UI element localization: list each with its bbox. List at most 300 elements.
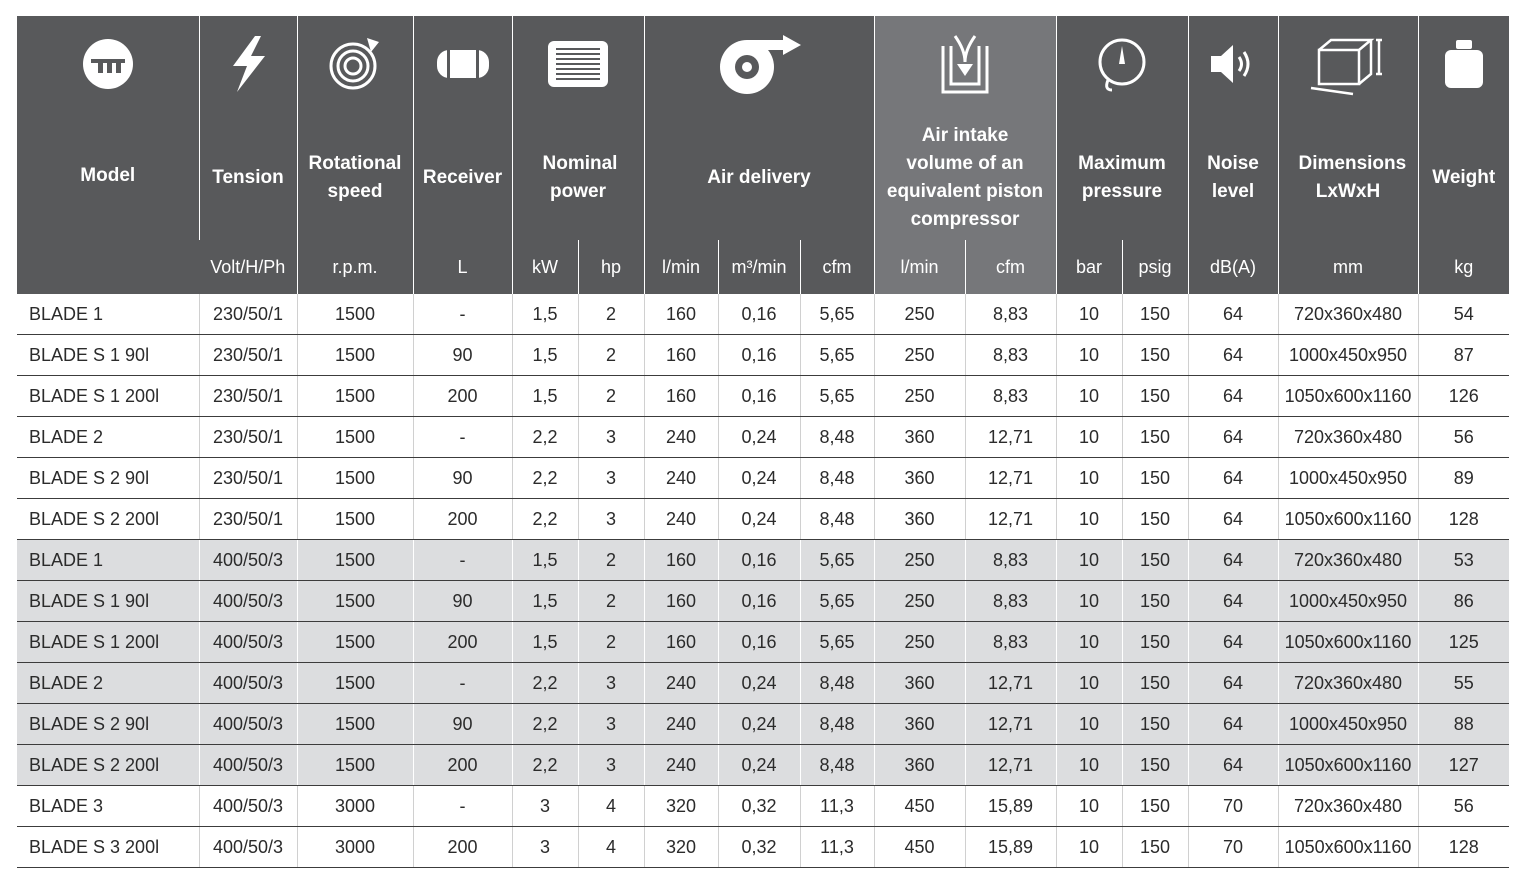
cell-speed: 1500 [297, 540, 413, 581]
cell-in-cfm: 12,71 [965, 663, 1056, 704]
cell-weight: 87 [1418, 335, 1509, 376]
receiver-header [413, 116, 512, 240]
pressure-title: Maximum pressure [1078, 153, 1166, 202]
cell-in-lmin: 360 [874, 745, 965, 786]
cell-kw: 2,2 [512, 745, 578, 786]
spec-table [17, 16, 1509, 868]
intake-cfm-unit: cfm [965, 240, 1056, 294]
cell-receiver: 200 [413, 499, 512, 540]
weight-icon [1441, 36, 1487, 92]
cell-receiver: - [413, 663, 512, 704]
receiver-title: Receiver [422, 167, 503, 188]
cell-cfm: 5,65 [800, 622, 874, 663]
cell-tension: 400/50/3 [199, 704, 297, 745]
cell-bar: 10 [1056, 622, 1122, 663]
cell-kw: 1,5 [512, 335, 578, 376]
power-hp-unit: hp [578, 240, 644, 294]
noise-header [1188, 116, 1278, 240]
cell-psig: 150 [1122, 786, 1188, 827]
cell-m3min: 0,32 [718, 827, 800, 868]
cell-m3min: 0,16 [718, 294, 800, 335]
cell-dims: 1000x450x950 [1278, 458, 1418, 499]
cell-hp: 4 [578, 827, 644, 868]
cell-hp: 2 [578, 335, 644, 376]
cell-tension: 400/50/3 [199, 540, 297, 581]
speed-unit: r.p.m. [297, 240, 413, 294]
cell-dims: 1000x450x950 [1278, 335, 1418, 376]
cell-dims: 720x360x480 [1278, 786, 1418, 827]
cell-lmin: 160 [644, 540, 718, 581]
cell-model: BLADE 2 [17, 417, 199, 458]
cell-hp: 3 [578, 417, 644, 458]
cell-speed: 1500 [297, 458, 413, 499]
tension-unit: Volt/H/Ph [199, 240, 297, 294]
cell-cfm: 5,65 [800, 540, 874, 581]
cell-in-lmin: 250 [874, 335, 965, 376]
cell-m3min: 0,16 [718, 581, 800, 622]
cell-kw: 2,2 [512, 663, 578, 704]
cell-m3min: 0,16 [718, 376, 800, 417]
cell-kw: 2,2 [512, 458, 578, 499]
table-row [17, 581, 1509, 622]
cell-receiver: 90 [413, 335, 512, 376]
cell-speed: 1500 [297, 704, 413, 745]
table-row [17, 745, 1509, 786]
cell-noise: 64 [1188, 581, 1278, 622]
cell-in-lmin: 450 [874, 827, 965, 868]
cell-receiver: 200 [413, 745, 512, 786]
cell-speed: 3000 [297, 827, 413, 868]
cell-tension: 400/50/3 [199, 663, 297, 704]
table-row [17, 499, 1509, 540]
cell-tension: 400/50/3 [199, 827, 297, 868]
cell-kw: 1,5 [512, 540, 578, 581]
cell-noise: 64 [1188, 417, 1278, 458]
delivery-m3min-unit: m³/min [718, 240, 800, 294]
cell-tension: 400/50/3 [199, 622, 297, 663]
dimensions-col-icon-cell [1278, 16, 1418, 116]
cell-model: BLADE 2 [17, 663, 199, 704]
receiver-col-icon-cell [413, 16, 512, 116]
cell-in-lmin: 250 [874, 540, 965, 581]
cell-noise: 70 [1188, 827, 1278, 868]
brand-logo-icon [81, 37, 135, 91]
rotation-spiral-icon [327, 34, 383, 94]
delivery-header [644, 116, 874, 240]
cell-psig: 150 [1122, 294, 1188, 335]
air-blower-icon [713, 31, 805, 97]
cell-psig: 150 [1122, 663, 1188, 704]
cell-in-lmin: 360 [874, 704, 965, 745]
cell-weight: 53 [1418, 540, 1509, 581]
cell-weight: 125 [1418, 622, 1509, 663]
model-col-icon-cell [17, 16, 199, 116]
speed-col-icon-cell [297, 16, 413, 116]
pressure-bar-unit: bar [1056, 240, 1122, 294]
weight-col-icon-cell [1418, 16, 1509, 116]
cell-cfm: 8,48 [800, 499, 874, 540]
cell-tension: 230/50/1 [199, 458, 297, 499]
air-intake-icon [937, 32, 993, 96]
cell-in-cfm: 12,71 [965, 417, 1056, 458]
cell-weight: 55 [1418, 663, 1509, 704]
cell-cfm: 8,48 [800, 458, 874, 499]
delivery-cfm-unit: cfm [800, 240, 874, 294]
cell-m3min: 0,24 [718, 417, 800, 458]
power-kw-unit: kW [512, 240, 578, 294]
cell-speed: 3000 [297, 786, 413, 827]
cell-lmin: 240 [644, 704, 718, 745]
cell-m3min: 0,16 [718, 622, 800, 663]
pressure-gauge-icon [1094, 34, 1150, 94]
cell-in-lmin: 360 [874, 458, 965, 499]
cell-m3min: 0,16 [718, 540, 800, 581]
cell-dims: 1000x450x950 [1278, 704, 1418, 745]
cell-in-cfm: 8,83 [965, 540, 1056, 581]
cell-kw: 2,2 [512, 417, 578, 458]
cell-bar: 10 [1056, 745, 1122, 786]
table-row [17, 622, 1509, 663]
cell-kw: 1,5 [512, 622, 578, 663]
cell-hp: 2 [578, 581, 644, 622]
spec-table-container [17, 16, 1509, 868]
cell-lmin: 240 [644, 745, 718, 786]
cell-cfm: 5,65 [800, 335, 874, 376]
intake-header [874, 116, 1056, 240]
cell-lmin: 240 [644, 499, 718, 540]
tension-header [199, 116, 297, 240]
cell-hp: 3 [578, 458, 644, 499]
dimensions-header [1278, 116, 1418, 240]
cell-in-cfm: 8,83 [965, 376, 1056, 417]
cell-in-cfm: 15,89 [965, 786, 1056, 827]
cell-psig: 150 [1122, 745, 1188, 786]
cell-m3min: 0,32 [718, 786, 800, 827]
intake-col-icon-cell [874, 16, 1056, 116]
intake-title: Air intake volume of an equivalent piston compressor [886, 125, 1044, 230]
model-title: Model [80, 165, 136, 186]
cell-weight: 128 [1418, 499, 1509, 540]
cell-model: BLADE S 2 200l [17, 499, 199, 540]
cell-bar: 10 [1056, 294, 1122, 335]
cell-hp: 3 [578, 663, 644, 704]
cell-kw: 2,2 [512, 499, 578, 540]
receiver-unit: L [413, 240, 512, 294]
cell-dims: 1050x600x1160 [1278, 622, 1418, 663]
cell-dims: 720x360x480 [1278, 663, 1418, 704]
cell-lmin: 160 [644, 581, 718, 622]
lightning-icon [225, 34, 271, 94]
cell-speed: 1500 [297, 335, 413, 376]
cell-bar: 10 [1056, 581, 1122, 622]
cell-bar: 10 [1056, 663, 1122, 704]
cell-in-cfm: 12,71 [965, 704, 1056, 745]
cell-kw: 1,5 [512, 581, 578, 622]
cell-cfm: 8,48 [800, 417, 874, 458]
cell-bar: 10 [1056, 704, 1122, 745]
cell-in-cfm: 8,83 [965, 581, 1056, 622]
cell-receiver: - [413, 786, 512, 827]
cell-lmin: 240 [644, 458, 718, 499]
cell-dims: 1050x600x1160 [1278, 827, 1418, 868]
cell-speed: 1500 [297, 499, 413, 540]
box-dimensions-icon [1303, 32, 1393, 96]
table-header [17, 16, 1509, 294]
cell-kw: 2,2 [512, 704, 578, 745]
cell-tension: 230/50/1 [199, 417, 297, 458]
cell-hp: 3 [578, 704, 644, 745]
table-body [17, 294, 1509, 868]
cell-dims: 1000x450x950 [1278, 581, 1418, 622]
table-row [17, 335, 1509, 376]
cell-dims: 1050x600x1160 [1278, 499, 1418, 540]
cell-m3min: 0,24 [718, 499, 800, 540]
cell-tension: 230/50/1 [199, 499, 297, 540]
cell-cfm: 5,65 [800, 376, 874, 417]
cell-noise: 64 [1188, 704, 1278, 745]
cell-noise: 64 [1188, 458, 1278, 499]
motor-icon [544, 35, 612, 93]
cell-receiver: 200 [413, 376, 512, 417]
cell-speed: 1500 [297, 581, 413, 622]
table-row [17, 458, 1509, 499]
cell-kw: 3 [512, 827, 578, 868]
cell-psig: 150 [1122, 827, 1188, 868]
delivery-lmin-unit: l/min [644, 240, 718, 294]
cell-noise: 64 [1188, 745, 1278, 786]
cell-bar: 10 [1056, 540, 1122, 581]
cell-dims: 720x360x480 [1278, 540, 1418, 581]
cell-in-cfm: 8,83 [965, 622, 1056, 663]
cell-weight: 89 [1418, 458, 1509, 499]
delivery-title: Air delivery [707, 167, 811, 188]
dimensions-unit: mm [1278, 240, 1418, 294]
cell-receiver: - [413, 294, 512, 335]
unit-row [17, 240, 1509, 294]
cell-in-cfm: 15,89 [965, 827, 1056, 868]
cell-in-cfm: 12,71 [965, 745, 1056, 786]
cell-bar: 10 [1056, 376, 1122, 417]
cell-bar: 10 [1056, 827, 1122, 868]
cell-model: BLADE S 2 90l [17, 704, 199, 745]
cell-in-lmin: 360 [874, 499, 965, 540]
cell-lmin: 240 [644, 663, 718, 704]
cell-speed: 1500 [297, 663, 413, 704]
cell-tension: 230/50/1 [199, 376, 297, 417]
dimensions-title: Dimensions LxWxH [1298, 153, 1407, 202]
table-row [17, 294, 1509, 335]
cell-in-lmin: 360 [874, 417, 965, 458]
table-row [17, 540, 1509, 581]
cell-bar: 10 [1056, 417, 1122, 458]
model-header [17, 116, 199, 294]
cell-hp: 2 [578, 540, 644, 581]
cell-speed: 1500 [297, 745, 413, 786]
cell-speed: 1500 [297, 417, 413, 458]
power-title: Nominal power [542, 153, 618, 202]
table-row [17, 663, 1509, 704]
cell-m3min: 0,24 [718, 458, 800, 499]
cell-kw: 3 [512, 786, 578, 827]
cell-in-cfm: 8,83 [965, 294, 1056, 335]
cell-in-lmin: 250 [874, 294, 965, 335]
cell-bar: 10 [1056, 335, 1122, 376]
cell-cfm: 5,65 [800, 581, 874, 622]
cell-weight: 86 [1418, 581, 1509, 622]
cell-in-lmin: 360 [874, 663, 965, 704]
table-row [17, 704, 1509, 745]
cell-model: BLADE S 3 200l [17, 827, 199, 868]
cell-m3min: 0,24 [718, 704, 800, 745]
cell-tension: 230/50/1 [199, 294, 297, 335]
cell-receiver: 90 [413, 704, 512, 745]
table-row [17, 827, 1509, 868]
cell-lmin: 320 [644, 786, 718, 827]
cell-speed: 1500 [297, 376, 413, 417]
intake-lmin-unit: l/min [874, 240, 965, 294]
noise-unit: dB(A) [1188, 240, 1278, 294]
cell-cfm: 8,48 [800, 704, 874, 745]
cell-bar: 10 [1056, 499, 1122, 540]
cell-in-lmin: 450 [874, 786, 965, 827]
cell-lmin: 240 [644, 417, 718, 458]
cell-receiver: 200 [413, 827, 512, 868]
cell-noise: 64 [1188, 294, 1278, 335]
weight-unit: kg [1418, 240, 1509, 294]
cell-psig: 150 [1122, 376, 1188, 417]
cell-psig: 150 [1122, 704, 1188, 745]
cell-noise: 64 [1188, 540, 1278, 581]
cell-psig: 150 [1122, 335, 1188, 376]
cell-in-lmin: 250 [874, 581, 965, 622]
table-row [17, 417, 1509, 458]
cell-weight: 54 [1418, 294, 1509, 335]
cell-psig: 150 [1122, 581, 1188, 622]
cell-hp: 2 [578, 294, 644, 335]
cell-weight: 88 [1418, 704, 1509, 745]
cell-noise: 64 [1188, 499, 1278, 540]
cell-cfm: 8,48 [800, 663, 874, 704]
cell-lmin: 160 [644, 622, 718, 663]
cell-tension: 400/50/3 [199, 786, 297, 827]
cell-weight: 126 [1418, 376, 1509, 417]
cell-in-lmin: 250 [874, 622, 965, 663]
cell-speed: 1500 [297, 294, 413, 335]
cell-psig: 150 [1122, 499, 1188, 540]
cell-psig: 150 [1122, 417, 1188, 458]
cell-hp: 2 [578, 622, 644, 663]
cell-model: BLADE S 1 90l [17, 581, 199, 622]
cell-bar: 10 [1056, 458, 1122, 499]
cell-lmin: 160 [644, 335, 718, 376]
cell-kw: 1,5 [512, 294, 578, 335]
speaker-icon [1207, 39, 1259, 89]
cell-model: BLADE S 2 200l [17, 745, 199, 786]
cell-hp: 3 [578, 499, 644, 540]
cell-tension: 400/50/3 [199, 745, 297, 786]
tension-col-icon-cell [199, 16, 297, 116]
cell-noise: 64 [1188, 335, 1278, 376]
cell-in-cfm: 8,83 [965, 335, 1056, 376]
cell-cfm: 11,3 [800, 786, 874, 827]
weight-title: Weight [1432, 167, 1496, 188]
speed-header [297, 116, 413, 240]
cell-cfm: 11,3 [800, 827, 874, 868]
cell-noise: 64 [1188, 622, 1278, 663]
cell-in-lmin: 250 [874, 376, 965, 417]
cell-dims: 720x360x480 [1278, 417, 1418, 458]
cell-weight: 127 [1418, 745, 1509, 786]
cell-m3min: 0,16 [718, 335, 800, 376]
pressure-col-icon-cell [1056, 16, 1188, 116]
noise-title: Noise level [1207, 153, 1259, 202]
cell-weight: 56 [1418, 786, 1509, 827]
cell-receiver: - [413, 417, 512, 458]
power-col-icon-cell [512, 16, 644, 116]
title-row [17, 116, 1509, 240]
cell-dims: 1050x600x1160 [1278, 376, 1418, 417]
table-row [17, 786, 1509, 827]
cell-receiver: - [413, 540, 512, 581]
cell-model: BLADE S 1 200l [17, 376, 199, 417]
cell-cfm: 8,48 [800, 745, 874, 786]
cell-dims: 720x360x480 [1278, 294, 1418, 335]
speed-title: Rotational speed [308, 153, 402, 202]
delivery-col-icon-cell [644, 16, 874, 116]
cell-receiver: 200 [413, 622, 512, 663]
cell-noise: 70 [1188, 786, 1278, 827]
cell-in-cfm: 12,71 [965, 499, 1056, 540]
cell-m3min: 0,24 [718, 745, 800, 786]
power-header [512, 116, 644, 240]
cell-lmin: 320 [644, 827, 718, 868]
icon-row [17, 16, 1509, 116]
cell-hp: 3 [578, 745, 644, 786]
cell-dims: 1050x600x1160 [1278, 745, 1418, 786]
cell-kw: 1,5 [512, 376, 578, 417]
cell-m3min: 0,24 [718, 663, 800, 704]
cell-model: BLADE S 1 90l [17, 335, 199, 376]
pressure-psig-unit: psig [1122, 240, 1188, 294]
cell-speed: 1500 [297, 622, 413, 663]
cell-weight: 128 [1418, 827, 1509, 868]
air-tank-icon [433, 44, 493, 84]
pressure-header [1056, 116, 1188, 240]
cell-weight: 56 [1418, 417, 1509, 458]
weight-header [1418, 116, 1509, 240]
noise-col-icon-cell [1188, 16, 1278, 116]
cell-noise: 64 [1188, 663, 1278, 704]
cell-receiver: 90 [413, 581, 512, 622]
cell-model: BLADE 1 [17, 540, 199, 581]
cell-in-cfm: 12,71 [965, 458, 1056, 499]
cell-model: BLADE 3 [17, 786, 199, 827]
cell-cfm: 5,65 [800, 294, 874, 335]
cell-noise: 64 [1188, 376, 1278, 417]
cell-model: BLADE 1 [17, 294, 199, 335]
tension-title: Tension [212, 167, 284, 188]
cell-lmin: 160 [644, 376, 718, 417]
cell-psig: 150 [1122, 540, 1188, 581]
cell-model: BLADE S 2 90l [17, 458, 199, 499]
table-row [17, 376, 1509, 417]
cell-tension: 400/50/3 [199, 581, 297, 622]
cell-lmin: 160 [644, 294, 718, 335]
cell-hp: 2 [578, 376, 644, 417]
cell-psig: 150 [1122, 458, 1188, 499]
cell-model: BLADE S 1 200l [17, 622, 199, 663]
cell-bar: 10 [1056, 786, 1122, 827]
